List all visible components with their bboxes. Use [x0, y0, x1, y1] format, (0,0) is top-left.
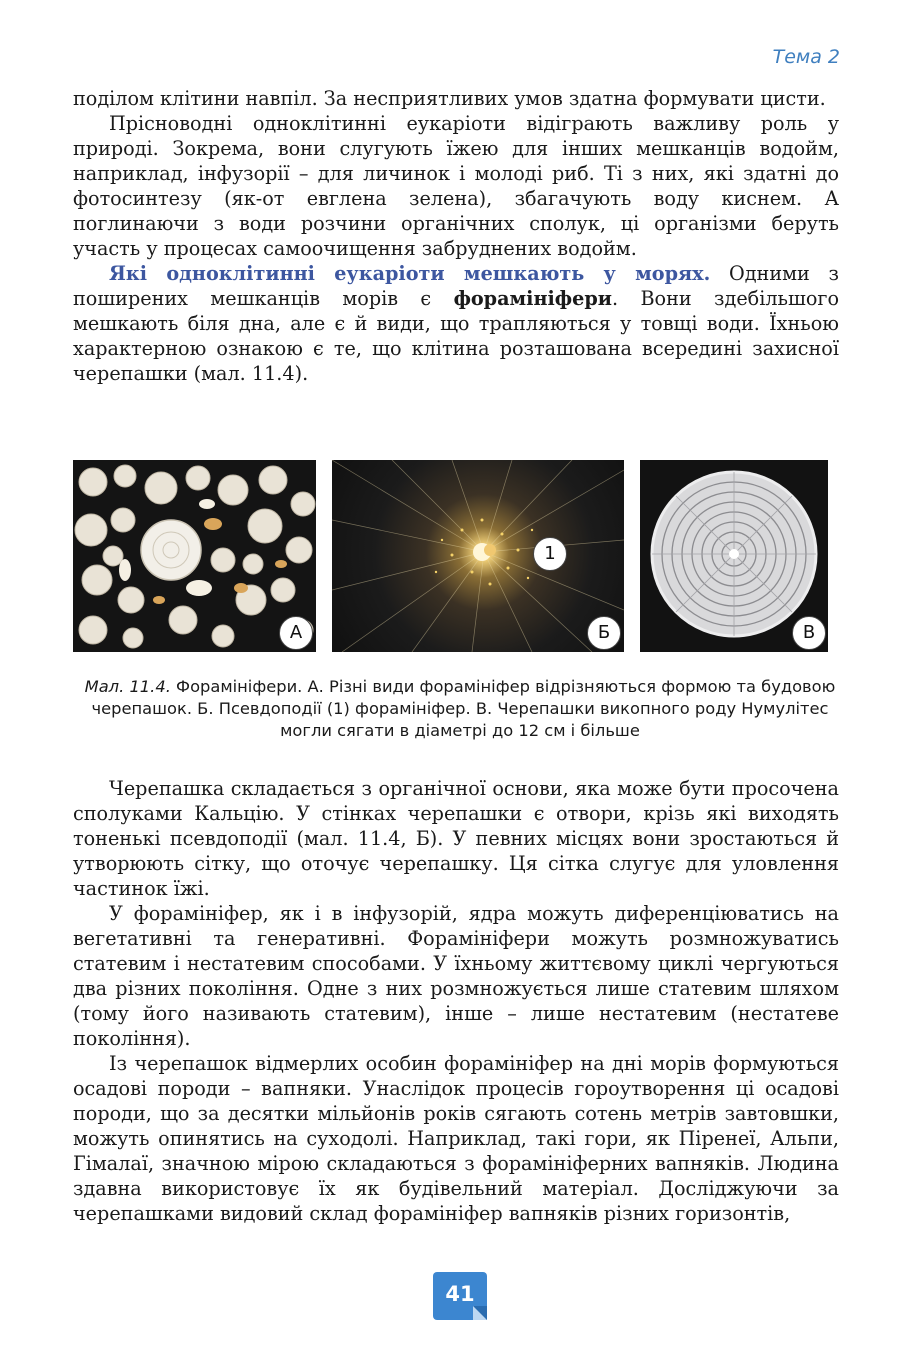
text-run: . Вони здебільшого мешкають біля дна, але є й види, що трапляються у товщі води. Їхньою характерною ознакою є те, що клітина розташована всередині захисної черепашки (мал. 11.4).: [73, 287, 839, 385]
paragraph: [73, 261, 839, 386]
page-number: 41: [445, 1282, 475, 1306]
photo-nummulites-shell: [640, 460, 828, 652]
page-corner-fold: [473, 1306, 487, 1320]
photo-pseudopodia: [332, 460, 624, 652]
topic-header: Тема 2: [772, 46, 840, 68]
text-section-top: [73, 86, 839, 386]
caption-text: Форамініфери. А. Різні види форамініфер відрізняються формою та будовою черепашок. Б. Псевдоподії (1) форамініфер. В. Черепашки викопного роду Нумулітес могли сягати в діаметрі до 12 см і більше: [91, 677, 836, 740]
text-run: Одними з поширених мешканців морів є: [73, 262, 839, 310]
term-bold: форамініфери: [453, 287, 612, 310]
label-pseudopodia: 1: [533, 537, 567, 571]
figure-11-4: [73, 460, 828, 652]
photo-foraminifera-shells: [73, 460, 316, 652]
figure-caption: [80, 676, 840, 742]
label-a: А: [279, 616, 313, 650]
paragraph: Прісноводні одноклітинні еукаріоти відіграють важливу роль у природі. Зокрема, вони слугують їжею для інших мешканців водойм, наприклад, інфузорії – для личинок і молоді риб. Ті з них, які здатні до фотосинтезу (як-от евглена зелена), збагачують воду киснем. А поглинаючи з води розчини органічних сполук, ці організми беруть участь у процесах самоочищення забруднених водойм.: [73, 112, 839, 260]
label-b: Б: [587, 616, 621, 650]
section-heading: Які одноклітинні еукаріоти мешкають у морях.: [109, 262, 711, 285]
paragraph: поділом клітини навпіл. За несприятливих умов здатна формувати цисти.: [73, 87, 826, 110]
pseudopodia-illustration: [332, 460, 624, 652]
shells-illustration: [73, 460, 316, 652]
text-section-bottom: [73, 776, 839, 1226]
paragraph: У форамініфер, як і в інфузорій, ядра можуть диференціюватись на вегетативні та генеративні. Форамініфери можуть розмножуватись статевим і нестатевим способами. У їхньому життєвому циклі чергуються два різних покоління. Одне з них розмножується лише статевим шляхом (тому його називають статевим), інше – лише нестатевим (нестатеве покоління).: [73, 902, 839, 1050]
paragraph: Черепашка складається з органічної основи, яка може бути просочена сполуками Кальцію. У стінках черепашки є отвори, крізь які виходять тоненькі псевдоподії (мал. 11.4, Б). У певних місцях вони зростаються й утворюють сітку, що оточує черепашку. Ця сітка слугує для уловлення частинок їжі.: [73, 777, 839, 900]
caption-label: Мал. 11.4.: [84, 677, 171, 696]
label-c: В: [792, 616, 826, 650]
paragraph: Із черепашок відмерлих особин форамініфер на дні морів формуються осадові породи – вапняки. Унаслідок процесів гороутворення ці осадові породи, що за десятки мільйонів років сягають сотень метрів завтовшки, можуть опинятись на суходолі. Наприклад, такі гори, як Піренеї, Альпи, Гімалаї, значною мірою складаються з форамініферних вапняків. Людина здавна використовує їх як будівельний матеріал. Досліджуючи за черепашками видовий склад форамініфер вапняків різних горизонтів,: [73, 1052, 839, 1225]
page-number-badge: [433, 1272, 487, 1320]
